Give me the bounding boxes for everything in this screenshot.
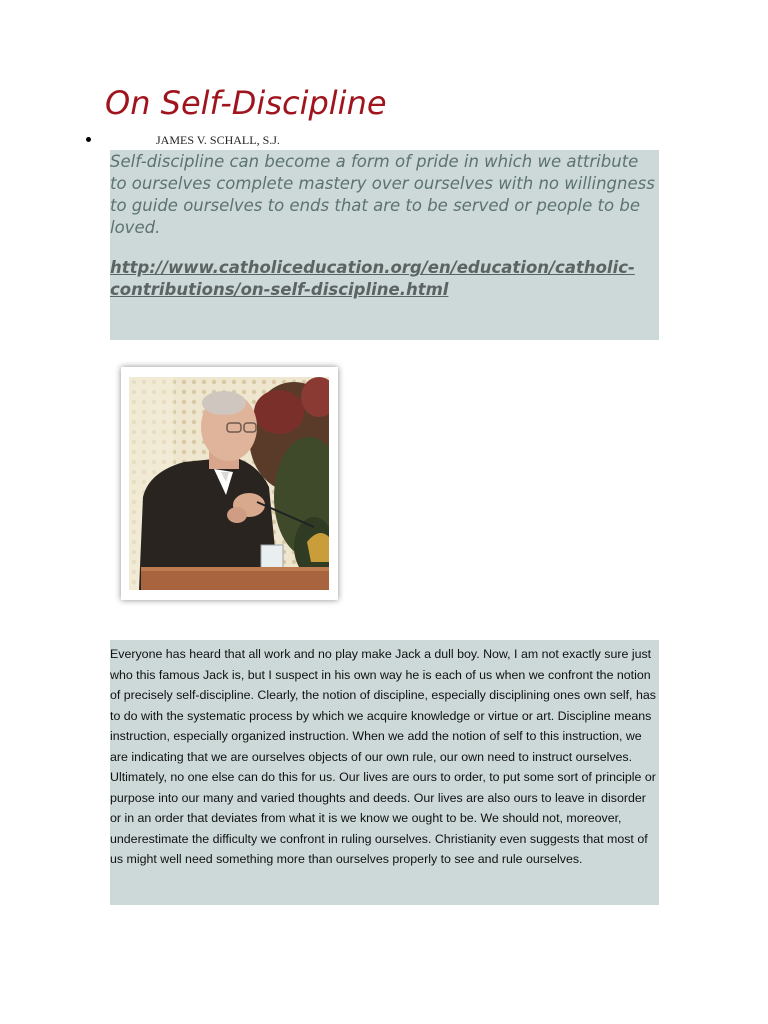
article-title: On Self-Discipline bbox=[105, 84, 387, 122]
author-name: JAMES V. SCHALL, S.J. bbox=[156, 133, 280, 147]
quote-box bbox=[110, 150, 659, 340]
article-body-box bbox=[110, 640, 659, 905]
author-photo-image bbox=[129, 377, 329, 590]
pull-quote: Self-discipline can become a form of pride in which we attribute to ourselves complete mastery over ourselves with no willingness to guide ourselves to ends that are to be served or people to be loved. bbox=[110, 152, 655, 237]
author-list-item bbox=[86, 133, 646, 151]
article-body-paragraph: Everyone has heard that all work and no play make Jack a dull boy. Now, I am not exactly sure just who this famous Jack is, but I suspect in his own way he is each of us when we confront the notion of precisely self-discipline. Clearly, the notion of discipline, especially disciplining ones own self, has to do with the systematic process by which we acquire knowledge or virtue or art. Discipline means instruction, especially organized instruction. When we add the notion of self to this instruction, we are indicating that we are ourselves objects of our own rule, our own need to instruct ourselves. Ultimately, no one else can do this for us. Our lives are ours to order, to put some sort of principle or purpose into our many and varied thoughts and deeds. Our lives are also ours to leave in disorder or in an order that deviates from what it is we know we ought to be. We should not, moreover, underestimate the difficulty we confront in ruling ourselves. Christianity even suggests that most of us might well need something more than ourselves properly to see and rule ourselves. bbox=[110, 647, 656, 866]
bullet-icon bbox=[86, 137, 91, 142]
source-link[interactable]: http://www.catholiceducation.org/en/education/catholic-contributions/on-self-discipline.html bbox=[110, 258, 635, 299]
author-photo bbox=[121, 367, 338, 600]
